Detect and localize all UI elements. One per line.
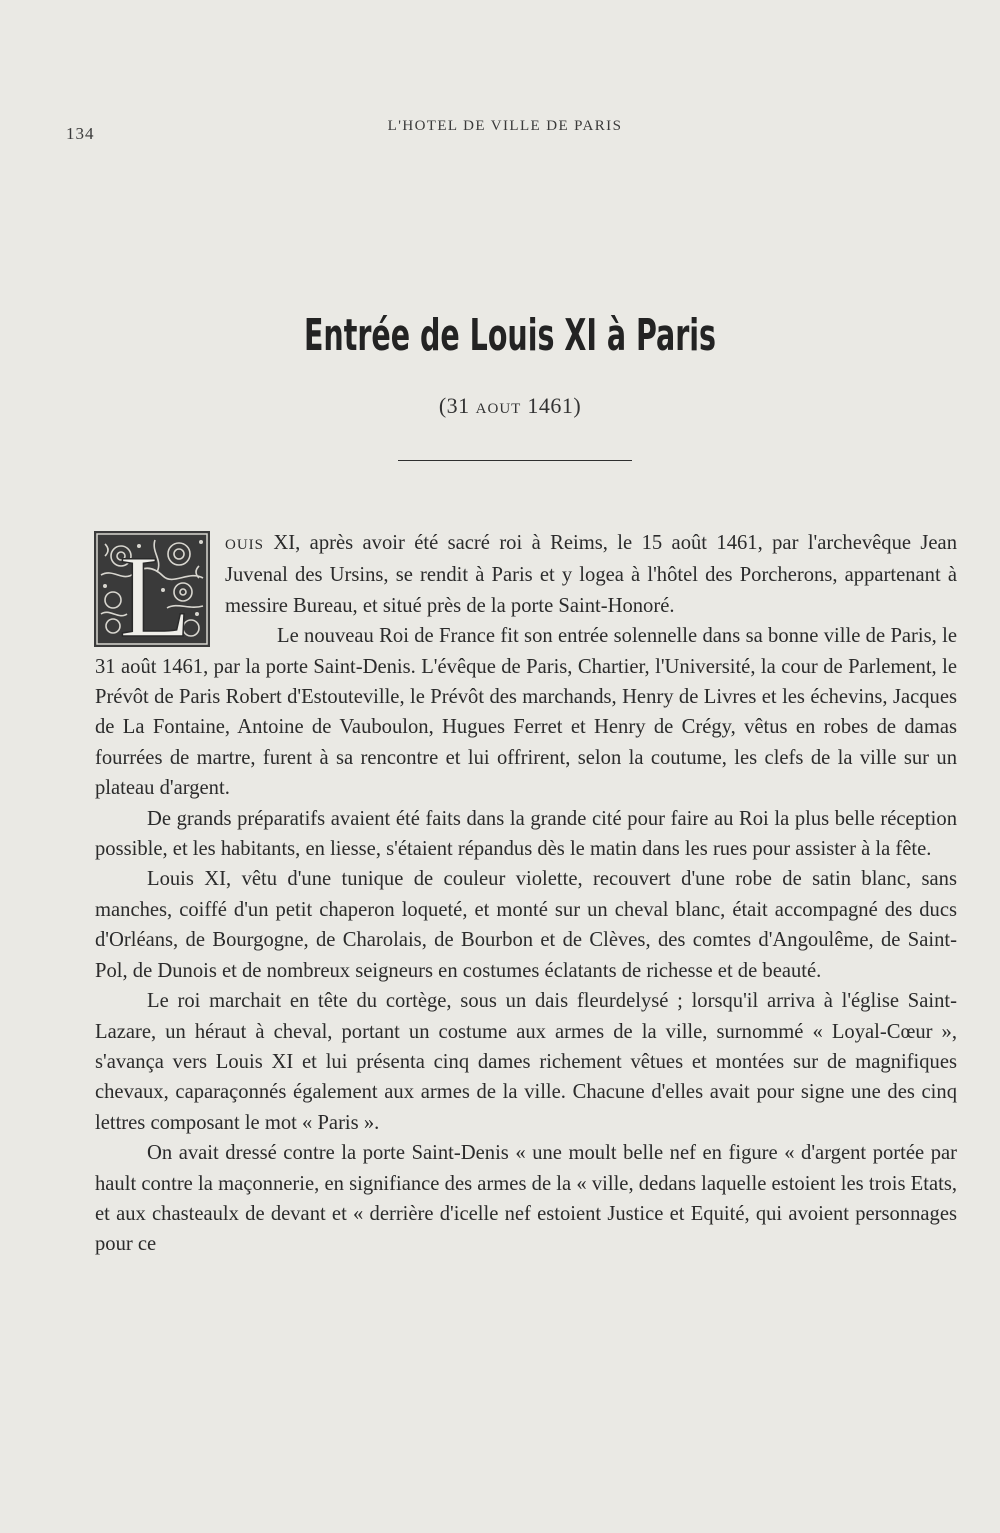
date-month: AOUT <box>475 401 522 417</box>
paragraph-1-text: XI, après avoir été sacré roi à Reims, le 15 août 1461, par l'archevêque Jean Juvenal des Ursins, se rendit à Paris et y logea à l'hôtel des Porcherons, appartenant à messire Bureau, et situé près de la porte Saint-Honoré. <box>225 532 957 617</box>
first-word-small-caps: OUIS <box>225 537 265 553</box>
date-close: 1461) <box>521 393 582 418</box>
chapter-title: Entrée de Louis XI à Paris <box>303 310 717 361</box>
body-text <box>95 528 957 1260</box>
ornamental-drop-cap-l <box>93 530 211 648</box>
drop-cap-letter: L <box>118 531 192 648</box>
paragraph-6: On avait dressé contre la porte Saint-Denis « une moult belle nef en figure « d'argent portée par hault contre la maçonnerie, en signifiance des armes de la « ville, dedans laquelle estoient les trois Etats, et aux chasteaulx de devant et « derrière d'icelle nef estoient Justice et Equité, qui avoient personnages pour ce <box>95 1142 957 1256</box>
paragraph-3: De grands préparatifs avaient été faits dans la grande cité pour faire au Roi la plus belle réception possible, et les habitants, en liesse, s'étaient répandus dès le matin dans les rues pour assister à la fête. <box>95 807 957 861</box>
title-rule <box>398 460 632 461</box>
paragraph-2: Le nouveau Roi de France fit son entrée solennelle dans sa bonne ville de Paris, le 31 août 1461, par la porte Saint-Denis. L'évêque de Paris, Chartier, l'Université, la cour de Parlement, le Prévôt de Paris Robert d'Estouteville, le Prévôt des marchands, Henry de Livres et les échevins, Jacques de La Fontaine, Antoine de Vauboulon, Hugues Ferret et Henry de Crégy, vêtus en robes de damas fourrées de martre, furent à sa rencontre et lui offrirent, selon la coutume, les clefs de la ville sur un plateau d'argent. <box>95 625 957 800</box>
chapter-date <box>0 393 1000 419</box>
paragraph-1 <box>95 528 957 648</box>
running-title: L'HOTEL DE VILLE DE PARIS <box>387 118 623 134</box>
paragraph-5: Le roi marchait en tête du cortège, sous un dais fleurdelysé ; lorsqu'il arriva à l'église Saint-Lazare, un héraut à cheval, portant un costume aux armes de la ville, surnommé « Loyal-Cœur », s'avança vers Louis XI et lui présenta cinq dames richement vêtues et montées sur de magnifiques chevaux, caparaçonnés également aux armes de la ville. Chacune d'elles avait pour signe une des cinq lettres composant le mot « Paris ». <box>95 990 957 1134</box>
page-number: 134 <box>66 124 95 143</box>
drop-cap-ornament-icon <box>93 530 211 648</box>
paragraph-4: Louis XI, vêtu d'une tunique de couleur violette, recouvert d'une robe de satin blanc, sans manches, coiffé d'un petit chaperon loqueté, et monté sur un cheval blanc, était accompagné des ducs d'Orléans, de Bourgogne, de Charolais, de Bourbon et de Clèves, des comtes d'Angoulême, de Saint-Pol, de Dunois et de nombreux seigneurs en costumes éclatants de richesse et de beauté. <box>95 868 957 982</box>
date-open: (31 <box>438 393 476 418</box>
